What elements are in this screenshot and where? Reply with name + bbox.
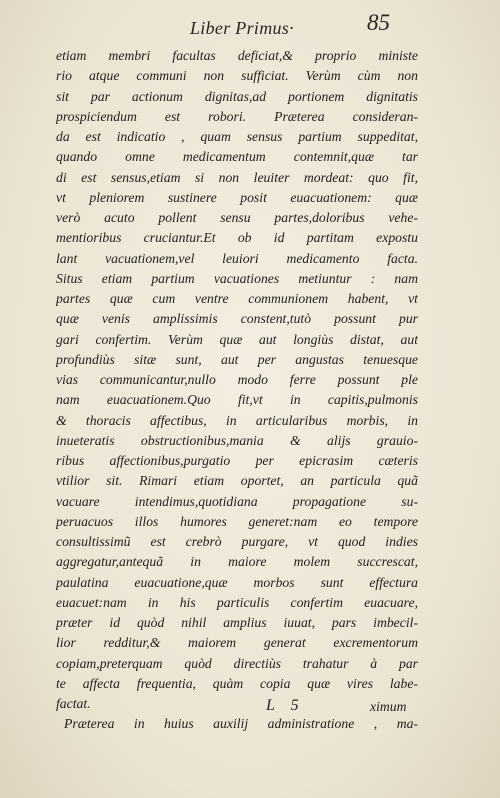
- text-line: vt pleniorem sustinere posit euacuationem: quæ: [56, 189, 418, 205]
- text-line: consultissimũ est crebrò purgare, vt quod indies: [56, 534, 418, 549]
- text-line: quæ venis amplissimis constent,tutò possunt pur: [56, 311, 418, 327]
- page-header: [0, 6, 500, 40]
- text-line: quando omne medicamentum contemnit,quæ tar: [56, 149, 418, 165]
- page-number: 85: [367, 10, 390, 35]
- running-title: Liber Primus·: [190, 18, 294, 38]
- text-line: nam euacuationem.Quo fit,vt in capitis,pulmonis: [56, 392, 418, 408]
- text-line: paulatina euacuatione,quæ morbos sunt effectura: [56, 574, 418, 590]
- text-line: partes quæ cum ventre communionem habent, vt: [56, 291, 418, 306]
- text-line: profundiùs sitæ sunt, aut per angustas tenuesque: [56, 351, 418, 367]
- text-line: sit par actionum dignitas,ad portionem dignitatis: [56, 88, 418, 104]
- text-line: copiam,preterquam quòd directiùs trahatur à par: [56, 655, 418, 671]
- text-line: factat.: [56, 696, 91, 711]
- page-footer: [0, 695, 500, 725]
- signature-mark: L 5: [266, 697, 305, 714]
- text-line: & thoracis affectibus, in articularibus morbis, in: [56, 412, 418, 428]
- text-line: vtilior sit. Rimari etiam oportet, an particula quã: [56, 473, 418, 489]
- text-line: te affecta frequentia, quàm copia quæ vires labe-: [56, 675, 418, 691]
- text-line: vacuare intendimus,quotidiana propagatione su-: [56, 493, 418, 509]
- text-line: ribus affectionibus,purgatio per epicrasim cæteris: [56, 453, 418, 468]
- text-line: euacuet:nam in his particulis confertim euacuare,: [56, 594, 418, 610]
- text-line: lior redditur,& maiorem generat excrementorum: [56, 635, 418, 651]
- text-line: præter id quòd nihil amplius iuuat, pars imbecil-: [56, 615, 418, 630]
- catchword: ximum: [370, 699, 407, 714]
- text-line: aggregatur,antequã in maiore molem succrescat,: [56, 554, 418, 570]
- text-line: gari confertim. Verùm quæ aut longiùs distat, aut: [56, 331, 418, 347]
- text-line: prospiciendum est robori. Præterea consideran-: [56, 108, 418, 124]
- text-line: Præterea in huius auxilij administratione , ma-: [64, 716, 418, 732]
- text-line: lant vacuationem,vel leuiori medicamento facta.: [56, 250, 418, 266]
- text-line: Situs etiam partium vacuationes metiuntur : nam: [56, 270, 418, 286]
- text-line: mentioribus cruciantur.Et ob id partitam expostu: [56, 230, 418, 246]
- text-line: inueteratis obstructionibus,mania & alijs grauio-: [56, 432, 418, 448]
- text-line: vias communicantur,nullo modo ferre possunt ple: [56, 372, 418, 387]
- text-line: di est sensus,etiam si non leuiter mordeat: quo fit,: [56, 169, 418, 185]
- text-line: verò acuto pollent sensu partes,doloribus vehe-: [56, 210, 418, 225]
- text-line: rio atque communi non sufficiat. Verùm cùm non: [56, 68, 418, 84]
- body-text: [56, 46, 418, 735]
- text-line: etiam membri facultas deficiat,& proprio ministe: [56, 48, 418, 63]
- text-line: peruacuos illos humores generet:nam eo tempore: [56, 513, 418, 529]
- text-line: da est indicatio , quam sensus partium suppeditat,: [56, 129, 418, 144]
